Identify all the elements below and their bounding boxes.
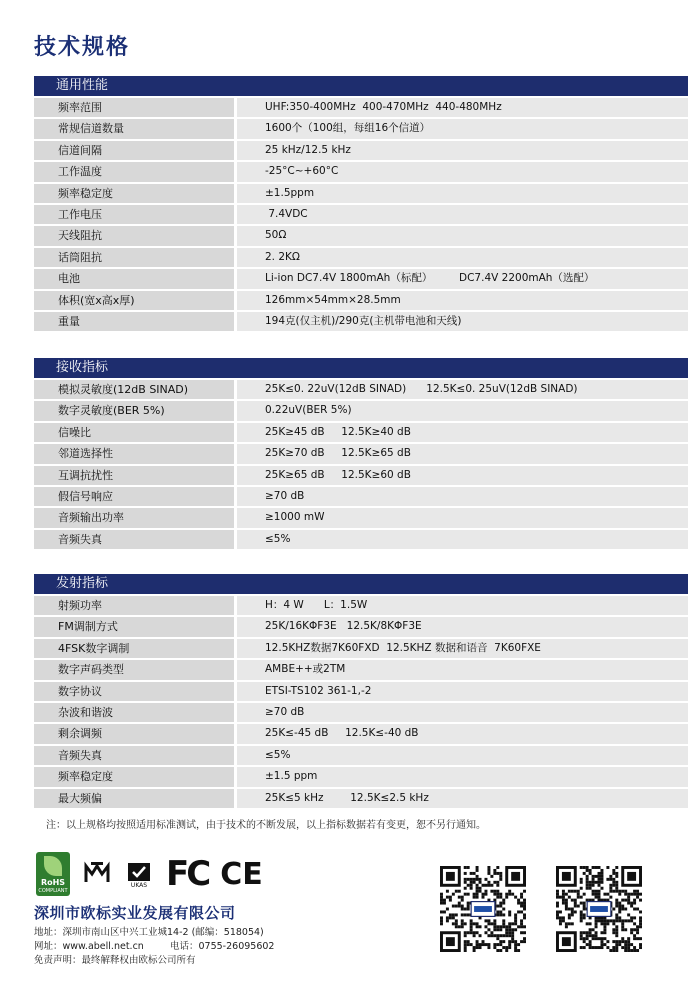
section-title: 发射指标 (34, 574, 688, 594)
qr-code-icon (440, 866, 526, 952)
spec-value: H：4 W L：1.5W (237, 596, 688, 615)
spec-value: ≥1000 mW (237, 508, 688, 527)
spec-label: 常规信道数量 (34, 119, 234, 138)
svg-text:UKAS: UKAS (130, 882, 148, 888)
spec-label: 最大频偏 (34, 789, 234, 808)
spec-label: 频率稳定度 (34, 767, 234, 786)
spec-row (34, 617, 688, 636)
qr-code-icon (556, 866, 642, 952)
spec-row (34, 639, 688, 658)
spec-value: 2. 2KΩ (237, 248, 688, 267)
phone-text: 电话：0755-26095602 (170, 941, 275, 952)
spec-row (34, 205, 688, 224)
spec-label: 假信号响应 (34, 487, 234, 506)
spec-value: 25K≥70 dB 12.5K≥65 dB (237, 444, 688, 463)
spec-label: 频率稳定度 (34, 184, 234, 203)
spec-value: ≥70 dB (237, 703, 688, 722)
spec-value: ETSI-TS102 361-1,-2 (237, 682, 688, 701)
spec-value: ±1.5ppm (237, 184, 688, 203)
spec-row (34, 530, 688, 549)
spec-value: 12.5KHZ数据7K60FXD 12.5KHZ 数据和语音 7K60FXE (237, 639, 688, 658)
section-title: 通用性能 (34, 76, 688, 96)
spec-row (34, 401, 688, 420)
spec-row (34, 724, 688, 743)
spec-label: 邻道选择性 (34, 444, 234, 463)
spec-row (34, 141, 688, 160)
spec-note: 注：以上规格均按照适用标准测试，由于技术的不断发展，以上指标数据若有变更，恕不另行通知。 (46, 820, 486, 831)
spec-row (34, 184, 688, 203)
spec-value: 194克(仅主机)/290克(主机带电池和天线) (237, 312, 688, 331)
spec-value: 25K≤0. 22uV(12dB SINAD) 12.5K≤0. 25uV(12dB SINAD) (237, 380, 688, 399)
section-general (34, 76, 688, 331)
spec-label: FM调制方式 (34, 617, 234, 636)
spec-row (34, 291, 688, 310)
spec-row (34, 162, 688, 181)
website-text: 网址：www.abell.net.cn (34, 941, 144, 952)
ce-logo: CE (220, 856, 263, 892)
spec-label: 4FSK数字调制 (34, 639, 234, 658)
spec-value: 25K≥65 dB 12.5K≥60 dB (237, 466, 688, 485)
spec-row (34, 660, 688, 679)
spec-row (34, 703, 688, 722)
disclaimer-text: 免责声明：最终解释权由欧标公司所有 (34, 955, 196, 966)
fc-logo: FC (166, 854, 209, 894)
spec-label: 数字灵敏度(BER 5%) (34, 401, 234, 420)
spec-row (34, 226, 688, 245)
spec-value: AMBE++或2TM (237, 660, 688, 679)
section-transmit (34, 574, 688, 808)
spec-row (34, 789, 688, 808)
company-name: 深圳市欧标实业发展有限公司 (34, 904, 236, 922)
spec-label: 音频失真 (34, 746, 234, 765)
spec-label: 剩余调频 (34, 724, 234, 743)
spec-label: 音频失真 (34, 530, 234, 549)
crown-check-icon (124, 860, 154, 888)
spec-value: 25K≥45 dB 12.5K≥40 dB (237, 423, 688, 442)
section-receive (34, 358, 688, 549)
spec-label: 信噪比 (34, 423, 234, 442)
spec-row (34, 269, 688, 288)
spec-value: ±1.5 ppm (237, 767, 688, 786)
spec-value: -25°C~+60°C (237, 162, 688, 181)
rohs-logo (36, 852, 70, 896)
quality-mark-icon (82, 860, 112, 888)
spec-value: Li-ion DC7.4V 1800mAh（标配） DC7.4V 2200mAh（选配） (237, 269, 688, 288)
spec-row (34, 98, 688, 117)
spec-label: 电池 (34, 269, 234, 288)
spec-value: 1600个（100组，每组16个信道） (237, 119, 688, 138)
leaf-icon (44, 856, 62, 876)
ukas-logo (124, 860, 154, 888)
spec-label: 模拟灵敏度(12dB SINAD) (34, 380, 234, 399)
spec-label: 互调抗扰性 (34, 466, 234, 485)
spec-label: 频率范围 (34, 98, 234, 117)
rohs-label: RoHS (40, 878, 66, 887)
spec-row (34, 444, 688, 463)
spec-label: 数字协议 (34, 682, 234, 701)
rohs-sub: COMPLIANT (38, 888, 68, 894)
spec-label: 工作温度 (34, 162, 234, 181)
spec-value: ≤5% (237, 530, 688, 549)
spec-row (34, 423, 688, 442)
spec-value: UHF:350-400MHz 400-470MHz 440-480MHz (237, 98, 688, 117)
spec-label: 数字声码类型 (34, 660, 234, 679)
spec-row (34, 746, 688, 765)
spec-value: 25K/16KΦF3E 12.5K/8KΦF3E (237, 617, 688, 636)
spec-row (34, 380, 688, 399)
spec-row (34, 682, 688, 701)
spec-value: 0.22uV(BER 5%) (237, 401, 688, 420)
spec-label: 体积(宽x高x厚) (34, 291, 234, 310)
spec-label: 音频输出功率 (34, 508, 234, 527)
spec-row (34, 596, 688, 615)
spec-label: 杂波和谐波 (34, 703, 234, 722)
spec-label: 信道间隔 (34, 141, 234, 160)
spec-value: ≤5% (237, 746, 688, 765)
spec-row (34, 508, 688, 527)
spec-value: 25 kHz/12.5 kHz (237, 141, 688, 160)
spec-row (34, 767, 688, 786)
address-text: 地址：深圳市南山区中兴工业城14-2 (邮编：518054) (34, 927, 264, 938)
spec-row (34, 248, 688, 267)
spec-label: 射频功率 (34, 596, 234, 615)
spec-label: 天线阻抗 (34, 226, 234, 245)
spec-value: 7.4VDC (237, 205, 688, 224)
spec-value: 50Ω (237, 226, 688, 245)
spec-row (34, 466, 688, 485)
spec-label: 工作电压 (34, 205, 234, 224)
quality-mark-logo (82, 860, 112, 888)
spec-row (34, 312, 688, 331)
spec-row (34, 487, 688, 506)
spec-label: 话筒阻抗 (34, 248, 234, 267)
spec-row (34, 119, 688, 138)
spec-value: 25K≤5 kHz 12.5K≤2.5 kHz (237, 789, 688, 808)
cert-logos (36, 852, 263, 896)
spec-value: 126mm×54mm×28.5mm (237, 291, 688, 310)
spec-label: 重量 (34, 312, 234, 331)
spec-value: ≥70 dB (237, 487, 688, 506)
section-title: 接收指标 (34, 358, 688, 378)
page-title: 技术规格 (34, 35, 131, 60)
spec-value: 25K≤-45 dB 12.5K≤-40 dB (237, 724, 688, 743)
